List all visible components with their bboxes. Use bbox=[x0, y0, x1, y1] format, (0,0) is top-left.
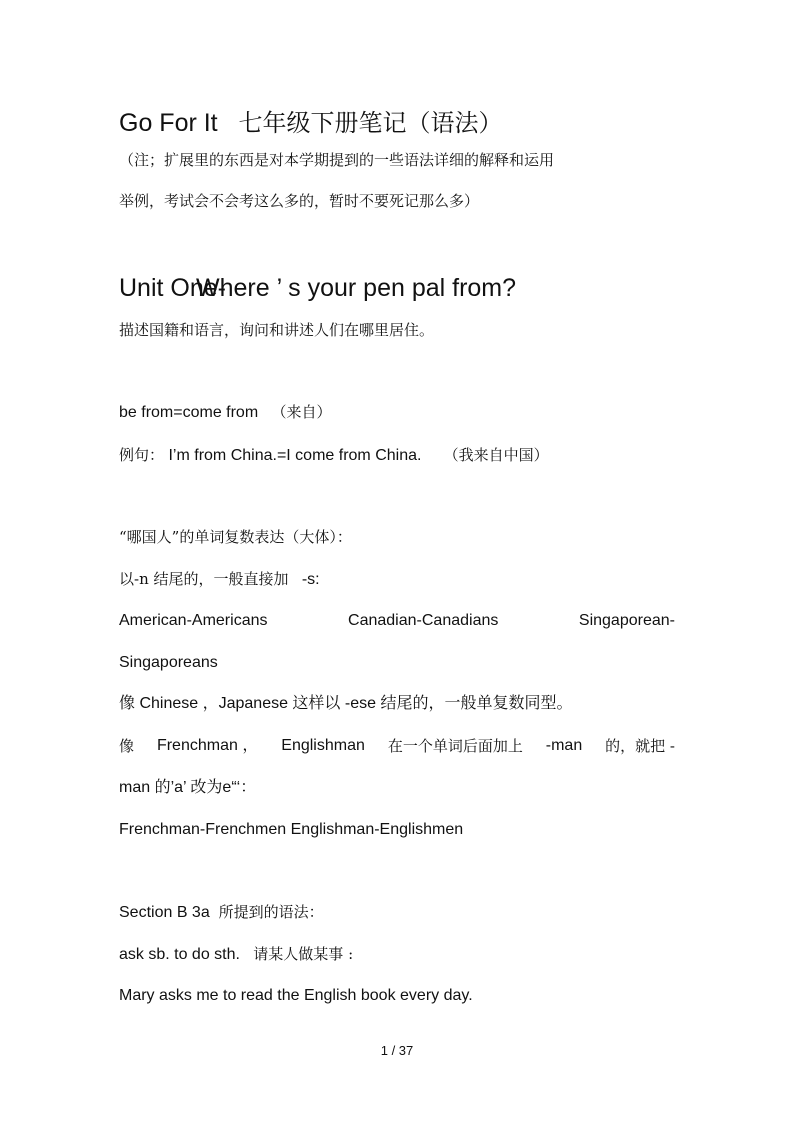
section-b-line bbox=[119, 902, 324, 922]
man-rule-part: 在一个单词后面加上 bbox=[387, 737, 523, 755]
ask-en: ask sb. to do sth. bbox=[119, 946, 240, 963]
note-line-2: 举例，考试会不会考这么多的，暂时不要死记那么多） bbox=[119, 192, 480, 210]
be-from-line bbox=[119, 402, 332, 422]
plural-heading: “哪国人”的单词复数表达（大体）： bbox=[119, 528, 352, 546]
man-rule-part: 像 bbox=[119, 737, 135, 755]
n-rule-en: -s: bbox=[301, 571, 320, 588]
document-title bbox=[119, 107, 502, 139]
n-examples-cont: Singaporeans bbox=[119, 654, 218, 671]
man-rule-part: 的，就把 - bbox=[605, 737, 675, 755]
note-line-1: （注；扩展里的东西是对本学期提到的一些语法详细的解释和运用 bbox=[119, 151, 555, 169]
section-b-cn: 所提到的语法： bbox=[218, 903, 324, 921]
man-examples: Frenchman-Frenchmen Englishman-Englishmen bbox=[119, 821, 464, 838]
unit-description: 描述国籍和语言，询问和讲述人们在哪里居住。 bbox=[119, 321, 435, 339]
title-en: Go For It bbox=[119, 109, 218, 137]
be-from-cn: （来自） bbox=[271, 403, 332, 421]
example-singaporean: Singaporean- bbox=[578, 612, 675, 629]
man-rule-line-2: man 的’a’ 改为e“‘： bbox=[119, 779, 257, 796]
title-cn: 七年级下册笔记（语法） bbox=[238, 109, 503, 137]
man-rule-part: Frenchman ， bbox=[156, 737, 259, 754]
n-examples bbox=[119, 611, 675, 631]
example-label: 例句： bbox=[119, 446, 165, 464]
unit-heading bbox=[119, 272, 516, 304]
example-canadian: Canadian-Canadians bbox=[348, 612, 499, 629]
mary-example: Mary asks me to read the English book every day. bbox=[119, 987, 473, 1004]
man-rule-part: -man bbox=[545, 737, 583, 754]
ask-line bbox=[119, 944, 353, 964]
example-en: I’m from China.=I come from China. bbox=[168, 447, 422, 464]
page-number: 1 / 37 bbox=[380, 1043, 414, 1058]
example-line bbox=[119, 445, 549, 465]
n-rule bbox=[119, 569, 320, 589]
unit-title: Where ’ s your pen pal from? bbox=[195, 274, 517, 302]
man-rule-part: Englishman bbox=[281, 737, 365, 754]
be-from-en: be from=come from bbox=[119, 404, 259, 421]
man-rule-line-1 bbox=[119, 736, 675, 756]
section-b-en: Section B 3a bbox=[119, 904, 210, 921]
example-cn: （我来自中国） bbox=[443, 446, 549, 464]
ese-rule: 像 Chinese ，Japanese 这样以 -ese 结尾的，一般单复数同型。 bbox=[119, 695, 573, 712]
n-rule-cn: 以-n 结尾的，一般直接加 bbox=[119, 570, 289, 588]
ask-cn: 请某人做某事 : bbox=[253, 945, 354, 963]
example-american: American-Americans bbox=[119, 612, 268, 629]
unit-prefix: Unit One- bbox=[119, 274, 226, 302]
